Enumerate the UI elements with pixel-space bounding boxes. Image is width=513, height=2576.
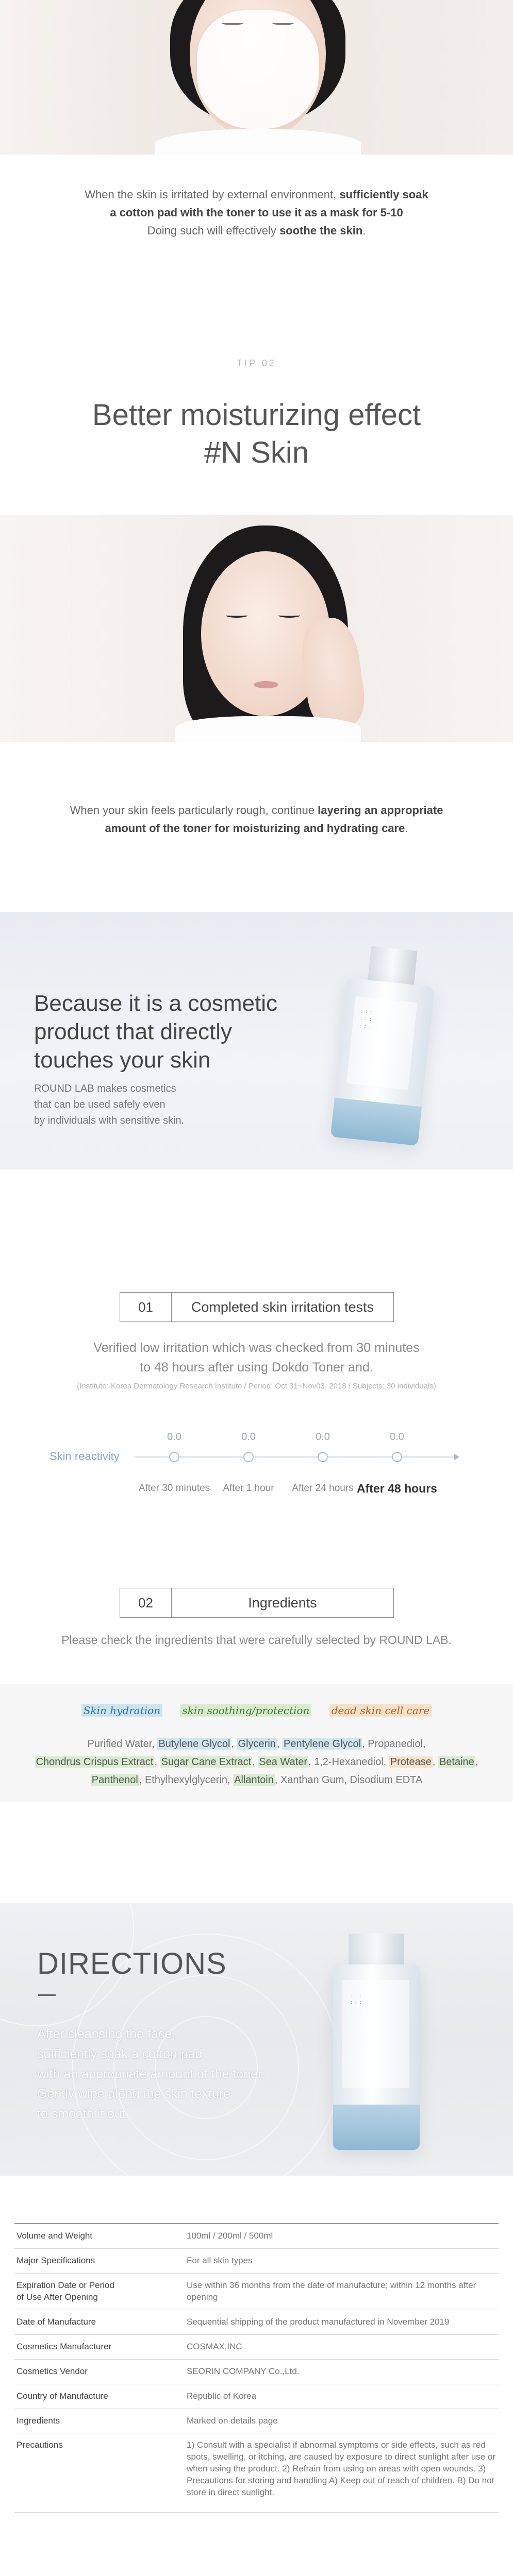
info-row <box>14 2224 499 2248</box>
legend-skin-hydration: Skin hydration <box>81 1704 162 1717</box>
toner-bottle-image: : : : : : : : : : <box>325 943 443 1148</box>
info-value: 100ml / 200ml / 500ml <box>185 2224 499 2248</box>
directions-divider <box>38 1994 56 1996</box>
info-value: Sequential shipping of the product manufactured in November 2019 <box>185 2310 499 2334</box>
ingredient-list: Purified Water, Butylene Glycol , Glycerin , Pentylene Glycol , Propanediol, Chondrus Crispus Extract , Sugar Cane Extract , Sea Water , 1,2-Hexanediol, Protease , Betaine , Panthenol , Ethylhexylglycerin, Allantoin , Xanthan Gum, Disodium EDTA <box>36 1738 478 1786</box>
tip02-label: TIP 02 <box>237 358 276 368</box>
info-key: Ingredients <box>14 2409 185 2433</box>
reactivity-time-label: After 24 hours <box>292 1483 354 1494</box>
safe-cosmetic-section <box>0 912 513 1170</box>
info-row <box>14 2433 499 2513</box>
legend-dead-skin-care: dead skin cell care <box>329 1704 432 1717</box>
ingredient-legend <box>0 1704 513 1717</box>
info-row <box>14 2334 499 2359</box>
reactivity-time-label: After 1 hour <box>223 1483 274 1494</box>
info-row <box>14 2359 499 2384</box>
toner-bottle-large-image: : : : : : : : : : <box>330 1934 423 2155</box>
ingredients-panel <box>0 1684 513 1802</box>
legend-skin-soothing: skin soothing/protection <box>180 1704 311 1717</box>
reactivity-time-label: After 48 hours <box>357 1482 437 1495</box>
directions-section <box>0 1903 513 2176</box>
info-key: Major Specifications <box>14 2248 185 2273</box>
product-info-table <box>14 2223 499 2513</box>
reactivity-value: 0.0 <box>167 1431 181 1443</box>
tip02-paragraph: When your skin feels particularly rough, continue layering an appropriate amount of the toner for moisturizing and hydrating care. <box>70 804 443 835</box>
info-key: Date of Manufacture <box>14 2310 185 2334</box>
directions-title: DIRECTIONS <box>37 1947 227 1980</box>
info-value: Use within 36 months from the date of manufacture; within 12 months after opening <box>185 2273 499 2310</box>
reactivity-axis <box>135 1456 455 1458</box>
reactivity-point <box>169 1452 179 1462</box>
info-value: Republic of Korea <box>185 2384 499 2409</box>
info-key: Country of Manufacture <box>14 2384 185 2409</box>
reactivity-point <box>392 1452 402 1462</box>
info-key: Precautions <box>14 2433 185 2513</box>
info-value: Marked on details page <box>185 2409 499 2433</box>
info-value: 1) Consult with a specialist if abnormal symptoms or side effects, such as red spots, swelling, or itching, are caused by exposure to direct sunlight after use or when using the product. 2) Refrain from using on areas with open wounds. 3) Precautions for storing and handling A) Keep out of reach of children. B) Do not store in direct sunlight. <box>185 2433 499 2513</box>
reactivity-arrow-icon <box>454 1453 459 1461</box>
tip02-title: Better moisturizing effect #N Skin <box>92 398 421 469</box>
reactivity-point <box>243 1452 254 1462</box>
info-key: Volume and Weight <box>14 2224 185 2248</box>
info-value: COSMAX,INC <box>185 2334 499 2359</box>
info-value: SEORIN COMPANY Co.,Ltd. <box>185 2359 499 2384</box>
reactivity-value: 0.0 <box>316 1431 330 1443</box>
reactivity-value: 0.0 <box>241 1431 256 1443</box>
info-value: For all skin types <box>185 2248 499 2273</box>
moisturizing-photo <box>0 515 513 742</box>
reactivity-point <box>318 1452 328 1462</box>
info-row <box>14 2384 499 2409</box>
institute-note: (Institute: Korea Dermatology Research Institute / Period: Oct 31~Nov03, 2018 / Subjects: 30 individuals) <box>77 1382 436 1391</box>
info-row <box>14 2310 499 2334</box>
ingredients-heading: 02 Ingredients <box>120 1588 394 1618</box>
info-row <box>14 2409 499 2433</box>
info-row <box>14 2273 499 2310</box>
irritation-verified-text: Verified low irritation which was checked from 30 minutes to 48 hours after using Dokdo Toner and. <box>93 1341 420 1375</box>
skin-reactivity-label: Skin reactivity <box>49 1450 120 1463</box>
directions-text: After cleansing the face, sufficiently soak a cotton pad with an appropriate amount of the toner. Gently wipe along the skin texture to smooth it out. <box>37 2027 265 2121</box>
cosmetic-title: Because it is a cosmetic product that directly touches your skin <box>34 991 277 1073</box>
tip01-paragraph: When the skin is irritated by external environment, sufficiently soak a cotton pad with the toner to use it as a mask for 5-10 Doing such will effectively soothe the skin. <box>85 188 428 238</box>
ingredients-intro: Please check the ingredients that were carefully selected by ROUND LAB. <box>61 1633 452 1647</box>
info-row <box>14 2248 499 2273</box>
irritation-test-heading: 01 Completed skin irritation tests <box>120 1292 394 1322</box>
info-key: Expiration Date or Period of Use After Opening <box>14 2273 185 2310</box>
cosmetic-subtitle: ROUND LAB makes cosmetics that can be used safely even by individuals with sensitive skin. <box>34 1083 185 1126</box>
reactivity-time-label: After 30 minutes <box>138 1483 210 1494</box>
reactivity-value: 0.0 <box>390 1431 404 1443</box>
info-key: Cosmetics Manufacturer <box>14 2334 185 2359</box>
info-key: Cosmetics Vendor <box>14 2359 185 2384</box>
cotton-mask-photo <box>0 0 513 155</box>
